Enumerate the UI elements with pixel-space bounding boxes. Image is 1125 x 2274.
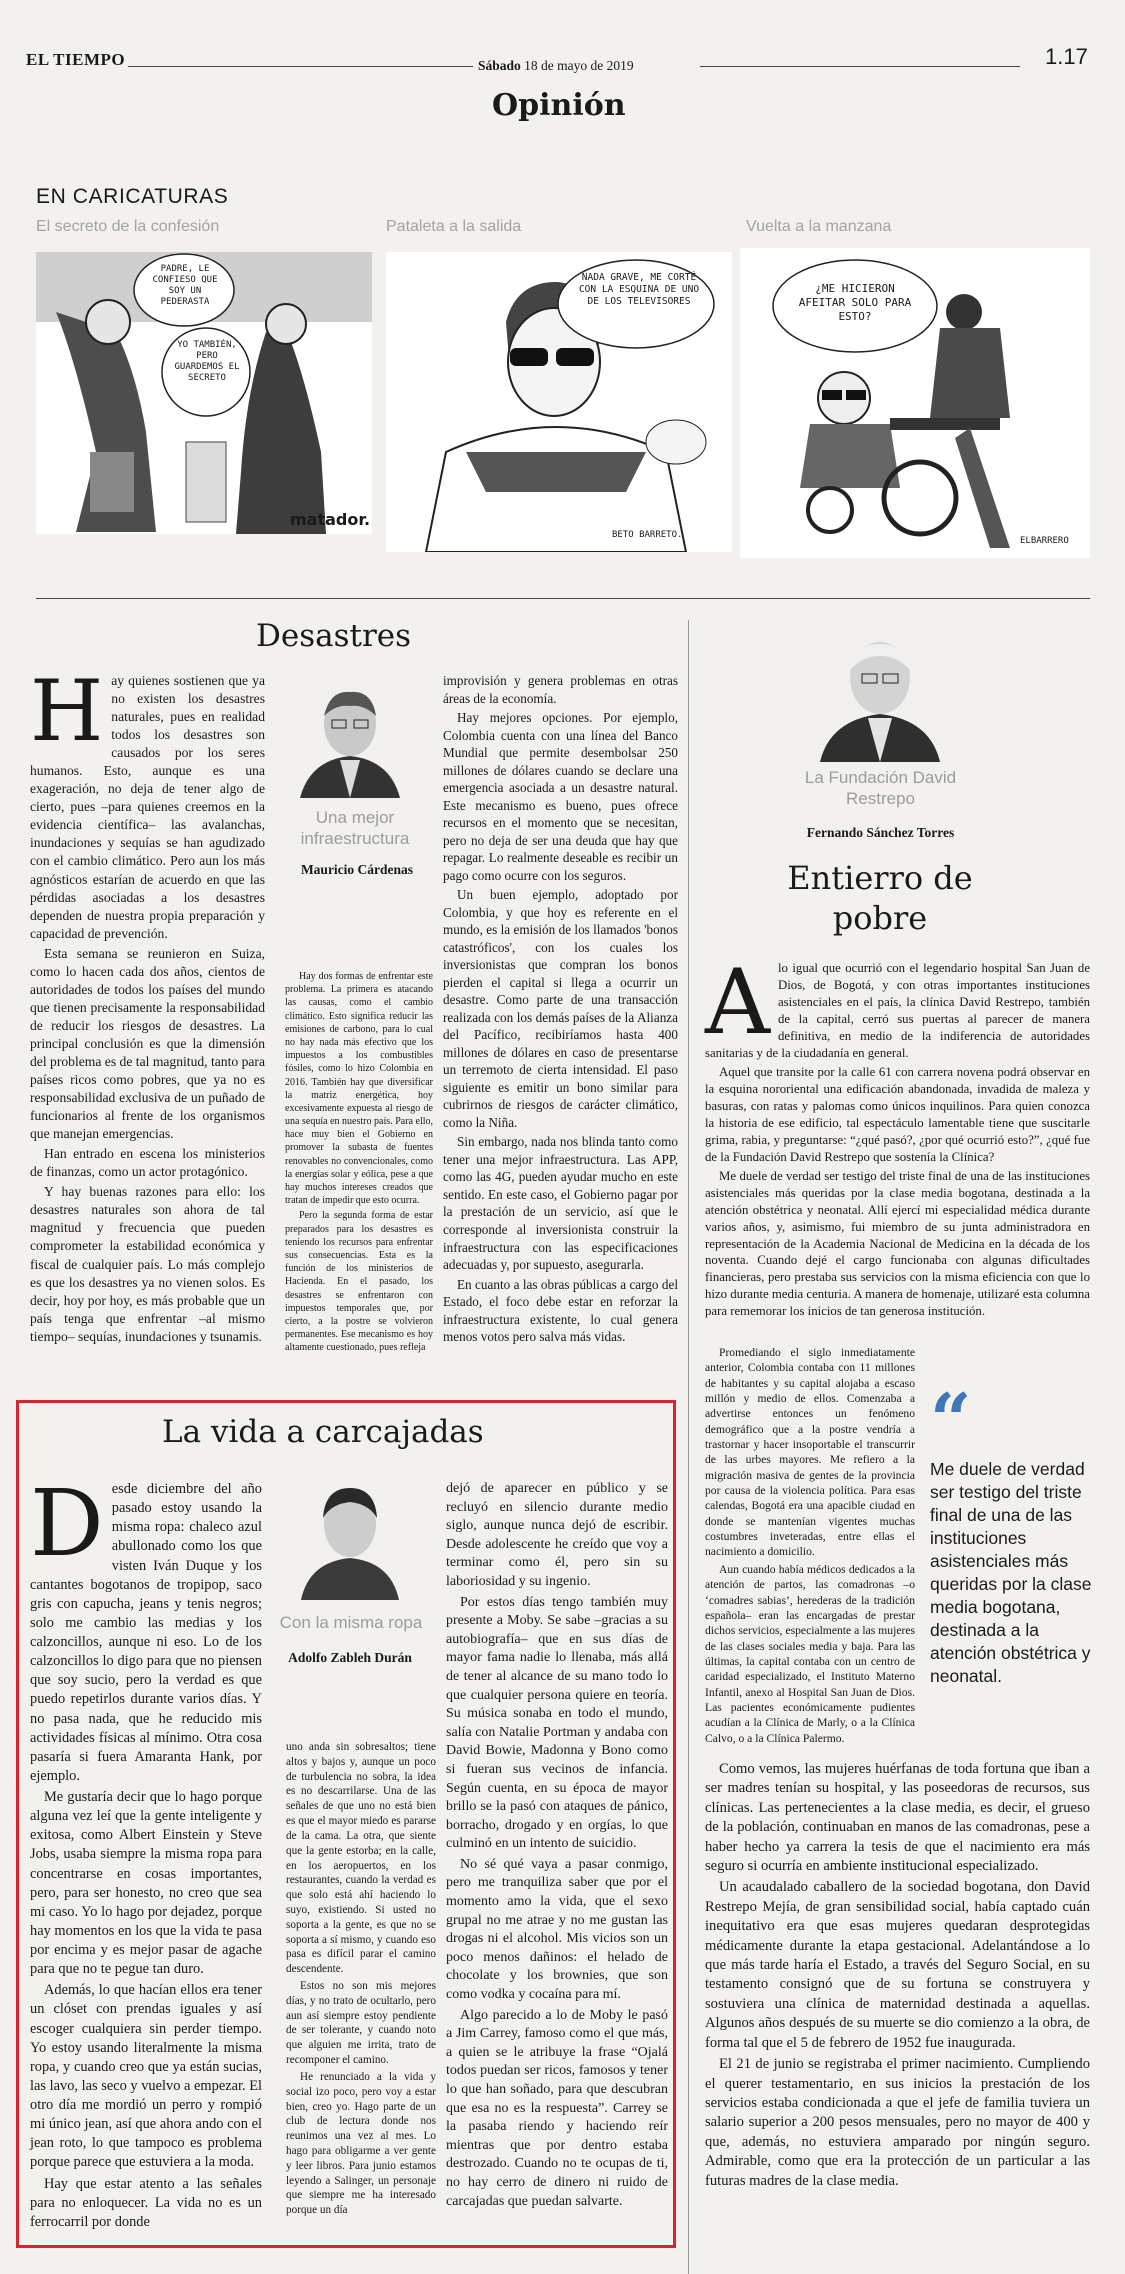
entierro-paragraph: lo igual que ocurrió con el legendario hospital San Juan de Dios, de Bogotá, y con otras importantes instituciones asistenciales en el país, la clínica David Restrepo, también de la capital, cerró sus puertas al parecer de manera definitiva, en medio de la indiferencia de autoridades sanitarias y de la ciudadanía en general. [705, 961, 1090, 1060]
carcajadas-paragraph: Por estos días tengo también muy presente a Moby. Se sabe –gracias a su autobiografía– que en sus días de mayor fama nadie lo llenaba, más allá de tener al alcance de su mano todo lo que cualquier persona quiere en teoría. Su música sonaba en todo el mundo, salía con Natalie Portman y andaba con David Bowie, Madonna y Bono como si fueran sus vecinos de infancia. Según cuenta, en su época de mayor brillo se la pasó con ataques de pánico, borracho, drogado y en orgías, lo que culminó en un intento de suicidio. [446, 1594, 668, 1852]
carcajadas-paragraph: Me gustaría decir que lo hago porque alguna vez leí que la gente inteligente y exitosa, como Albert Einstein y Steve Jobs, usaba siempre la misma ropa para concentrarse en cosas importantes, pero, para ser honesto, no creo que sea mi caso. Yo lo hago por dejadez, porque hay momentos en los que la vida te pasa por encima y es mejor pasar de agache para que no te pegue tan duro. [30, 1789, 262, 1978]
cartoon-1 [36, 252, 372, 534]
pullquote [930, 1377, 1095, 1688]
entierro-paragraph: Un acaudalado caballero de la sociedad bogotana, don David Restrepo Mejía, de gran sensibilidad social, había captado cuán inequitativo era que esas mujeres quedaran desprotegidas médicamente durante la etapa gestacional. Adelantándose a lo que más tarde haría el Estado, a través del Seguro Social, en su testamento consignó que de su fortuna se construyera y sostuviera una clínica de maternidad destinada a aquellas. Algunos años después de su muerte se dio comienzo a la obra, de forma tal que el 5 de febrero de 1952 fue inaugurada. [705, 1879, 1090, 2051]
carcajadas-col-2 [286, 1740, 436, 2220]
cartoon-2-subtitle: Pataleta a la salida [386, 218, 522, 235]
cartoon-3-bubble-1: ¿ME HICIERON AFEITAR SOLO PARA ESTO? [798, 282, 912, 323]
cartoon-3-signature: ELBARRERO [1020, 536, 1069, 546]
desastres-col-3 [443, 672, 678, 1348]
carcajadas-paragraph: He renunciado a la vida y social izo poco, pero voy a estar bien, creo yo. Hago parte de un club de lectura donde nos reunimos una vez al mes. Lo hago para obligarme a ver gente y leer libros. Para junio estamos leyendo a Salinger, un personaje que siempre me ha interesado porque un día [286, 2070, 436, 2217]
quote-icon: “ [930, 1377, 972, 1462]
entierro-paragraph: Como vemos, las mujeres huérfanas de toda fortuna que iban a ser madres tenían su hospital, y las poseedoras de recursos, sus clínicas. Las pertenecientes a la clase media, es decir, el grueso de la población, continuaban en manos de las comadronas, pese a haber hecho ya carrera la tesis de que el nacimiento era más seguro si ocurría en ambiente institucional especializado. [705, 1761, 1090, 1875]
cartoons-title: EN CARICATURAS [36, 185, 229, 208]
carcajadas-paragraph: Estos no son mis mejores días, y no trato de ocultarlo, pero aun así siempre estoy pendiente de ser tolerante, y cuando noto que alguien me irrita, trato de recomponer el camino. [286, 1980, 436, 2067]
cartoon-1-signature: matador. [290, 510, 371, 529]
cartoon-2-bubble-1: NADA GRAVE, ME CORTÉ CON LA ESQUINA DE UNO DE LOS TELEVISORES [578, 272, 700, 307]
desastres-paragraph: Sin embargo, nada nos blinda tanto como tener una mejor infraestructura. Las APP, como las 4G, pueden ayudar mucho en este sentido. En este caso, el Gobierno pagar por la prestación de un servicio, así que le corresponde al inversionista construir la infraestructura con las especificaciones adecuadas y, por supuesto, asegurarla. [443, 1134, 678, 1273]
header-rule-right [700, 66, 1020, 67]
cartoon-1-bubble-1: PADRE, LE CONFIESO QUE SOY UN PEDERASTA [152, 264, 218, 307]
desastres-paragraph: Pero la segunda forma de estar preparados para los desastres es teniendo los recursos para enfrentar sus consecuencias. Esta es la función de los ministerios de Hacienda. En el pasado, los desastres se enfrentaron con impuestos temporales que, por cierto, a la postre se volvieron permanentes. Ese mecanismo es hoy altamente cuestionado, pues refleja [285, 1210, 433, 1354]
desastres-kicker: Una mejor infraestructura [300, 808, 410, 848]
cartoon-2 [386, 252, 732, 552]
entierro-paragraph: Promediando el siglo inmediatamente anterior, Colombia contaba con 11 millones de habitantes y su capital alojaba a escaso millón y medio de ellos. Comenzaba a advertirse entonces un fenómeno demográfico que a la postre vendría a trastornar y hacer insoportable el transcurrir de las urbes mayores. Me refiero a la migración masiva de gentes de la provincia por causa de la violencia política. Para esas calendas, Bogotá era una apacible ciudad en donde se mantenían vigentes muchas costumbres inveteradas, entre ellas el nacimiento a domicilio. [705, 1346, 915, 1559]
desastres-paragraph: improvisión y genera problemas en otras áreas de la economía. [443, 673, 678, 706]
entierro-paragraph: Aun cuando había médicos dedicados a la atención de partos, las comadronas –o ‘comadres sabias’, herederas de la tradición española– eran las encargadas de prestar dichos servicios, especialmente a las mujeres de las clases sociales media y baja. Para las últimas, la capital contaba con un centro de caridad especializado, el Instituto Materno Infantil, anexo al Hospital San Juan de Dios. Las pacientes económicamente pudientes acudían a la Clínica de Marly, o a la Clínica Calvo, o a la Clínica Palermo. [705, 1562, 915, 1745]
carcajadas-paragraph: uno anda sin sobresaltos; tiene altos y bajos y, aunque un poco de turbulencia no sobra, la idea es no descarrilarse. Una de las señales de que uno no está bien es que el mayor miedo es pararse de la cama. La otra, que siente que la gente estorba; en la calle, en los aeropuertos, en los restaurantes, cuando la verdad es que solo está ahí haciendo lo suyo, existiendo. Si usted no soporta a la gente, es que no se soporta a sí mismo, y cuando eso pasa es difícil parar el camino descendente. [286, 1741, 436, 1976]
cartoon-1-subtitle: El secreto de la confesión [36, 218, 220, 235]
desastres-paragraph: En cuanto a las obras públicas a cargo del Estado, el foco debe estar en reforzar la infraestructura existente, lo cual genera menos votos pero salva más vidas. [443, 1276, 678, 1345]
desastres-col-2 [285, 970, 433, 1356]
masthead: EL TIEMPO [26, 50, 126, 69]
entierro-headline: Entierro de pobre [787, 859, 973, 937]
sanchez-portrait [810, 630, 950, 762]
desastres-paragraph: Y hay buenas razones para ello: los desastres naturales son ahora de tal magnitud y frecuencia que pueden comprometer la estabilidad económica y fiscal de cualquier país. Lo más complejo es que los desastres ya no vienen solos. Es decir, hoy por hoy, es más probable que un país tenga que enfrentar –al mismo tiempo– sequías, inundaciones y tsunamis. [30, 1184, 265, 1344]
cardenas-portrait [290, 680, 410, 798]
cartoons-divider [36, 598, 1090, 599]
carcajadas-headline: La vida a carcajadas [162, 1414, 484, 1450]
entierro-text-bottom [705, 1760, 1090, 2193]
carcajadas-paragraph: esde diciembre del año pasado estoy usando la misma ropa: chaleco azul abullonado como los que visten Iván Duque y los cantantes bogotanos de tropipop, saco gris con capucha, jeans y tenis negros; solo me cambio las medias y los calzoncillos, aunque ni eso. Lo de los calzoncillos lo digo para que no piensen que soy sucio, pero la verdad es que puedo repetirlos durante varios días. Y no pasa nada, que he reducido mis actividades físicas al mínimo. Otra cosa pasaría si fuera Amaranta Hank, por ejemplo. [30, 1481, 262, 1784]
carcajadas-kicker: Con la misma ropa [279, 1613, 423, 1632]
cartoon-1-bubble-2: YO TAMBIÉN, PERO GUARDEMOS EL SECRETO [174, 340, 240, 383]
date-day: Sábado [478, 58, 521, 73]
cartoon-3-subtitle: Vuelta a la manzana [746, 218, 892, 235]
carcajadas-col-3 [446, 1480, 668, 2213]
desastres-paragraph: Un buen ejemplo, adoptado por Colombia, y que hoy es referente en el mundo, es la emisión de los llamados 'bonos catastróficos', con los cuales los inversionistas que compran los bonos pierden el capital si llega a ocurrir un desastre. Como parte de una transacción realizada con los demás países de la Alianza del Pacífico, recibiríamos hasta 400 millones de dólares en caso de presentarse un terremoto de cierta intensidad. El paso siguiente es emitir un bono similar para cubrirnos de riesgos de carácter climático, como la Niña. [443, 887, 678, 1130]
entierro-text [705, 950, 1090, 1322]
desastres-paragraph: Esta semana se reunieron en Suiza, como lo hacen cada dos años, cientos de autoridades de todos los países del mundo que tienen precisamente la responsabilidad de reducir los riesgos de desastres. La principal conclusión es que la dimensión del problema es de tal magnitud, tanto para países ricos como pobres, que ya no es responsabilidad exclusiva de un puñado de funcionarios al frente de los organismos que manejan emergencias. [30, 945, 265, 1142]
pullquote-text: Me duele de verdad ser testigo del triste final de una de las instituciones asistenciales más queridas por la clase media bogotana, destinada a la atención obstétrica y neonatal. [930, 1459, 1092, 1686]
entierro-author: Fernando Sánchez Torres [806, 825, 955, 840]
column-divider [688, 620, 689, 2274]
carcajadas-paragraph: Algo parecido a lo de Moby le pasó a Jim Carrey, famoso como el que más, a quien se le atribuye la frase “Ojalá todos puedan ser ricos, famosos y tener lo que han soñado, para que descubran que esa no es la respuesta”. Carrey se la pasaba riendo y haciendo reír mientras que por dentro estaba destrozado. Cuando no te ocupas de ti, no hay cerro de dinero ni ruido de carcajadas que puedan salvarte. [446, 2007, 668, 2209]
entierro-kicker: La Fundación David Restrepo [804, 768, 957, 808]
entierro-paragraph: El 21 de junio se registraba el primer nacimiento. Cumpliendo el querer testamentario, en sus inicios la prestación de los servicios estaba condicionada a que el jefe de familia tuviera un salario superior a 200 pesos mensuales, pero no mayor de 400 y que, además, no estuviera amparado por ningún seguro. Admirable, como que era la protección de un particular a las futuras madres de la clase media. [705, 2056, 1090, 2189]
entierro-paragraph: Aquel que transite por la calle 61 con carrera novena podrá observar en la esquina nororiental una edificación abandonada, invadida de maleza y basuras, con ratas y palomas como únicos inquilinos. Para quien conozca la historia de ese edificio, tal espectáculo lamentable tiene que suscitarle grima, rabia, y preguntarse: “¿qué pasó?, ¿por qué ocurrió esto?”, ¿qué fue de la Fundación David Restrepo que sostenía la Clínica? [705, 1064, 1090, 1164]
entierro-text-narrow [705, 1345, 915, 1748]
desastres-paragraph: ay quienes sostienen que ya no existen los desastres naturales, pues en realidad todos los desastres son causados por los seres humanos. Esto, aunque es una exageración, no deja de tener algo de cierto, pues –para quienes creemos en la evidencia científica– las avalanchas, inundaciones y sequías se han agudizado con el cambio climático. Pero aun los más agnósticos estarían de acuerdo en que las pérdidas asociadas a los desastres dependen de nuestra propia preparación y capacidad de prevención. [30, 673, 265, 941]
date-text: 18 de mayo de 2019 [524, 58, 634, 73]
header-rule-left [128, 66, 473, 67]
desastres-dropcap: H [30, 662, 104, 760]
carcajadas-paragraph: No sé qué vaya a pasar conmigo, pero me tranquiliza saber que por el momento amo la vida, que el sexo grupal no me atrae y no me gustan las drogas ni el alcohol. Mis vicios son un poco menos dañinos: el helado de chocolate y los brownies, que son como vodka y cocaína para mí. [446, 1856, 668, 2003]
desastres-paragraph: Han entrado en escena los ministerios de finanzas, como un actor protagónico. [30, 1146, 265, 1180]
desastres-author: Mauricio Cárdenas [300, 862, 414, 877]
section-title: Opinión [492, 88, 626, 123]
carcajadas-paragraph: Hay que estar atento a las señales para no enloquecer. La vida no es un ferrocarril por donde [30, 2175, 262, 2230]
carcajadas-author: Adolfo Zableh Durán [288, 1650, 412, 1665]
desastres-headline: Desastres [256, 618, 412, 654]
desastres-paragraph: Hay dos formas de enfrentar este problema. La primera es atacando las causas, como el cambio climático. Esto significa reducir las emisiones de carbono, para lo cual no hay nada más efectivo que los impuestos a los combustibles fósiles, como lo hizo Colombia en 2016. También hay que diversificar la matriz energética, hoy excesivamente expuesta al riesgo de una sequía en nuestro país. Para ello, hace muy bien el Gobierno en promover la subasta de fuentes renovables no convencionales, como la energías solar y eólica, pese a que hay muchos intereses creados que tratan de impedir que esto ocurra. [285, 971, 433, 1207]
dateline [478, 58, 634, 74]
carcajadas-paragraph: dejó de aparecer en público y se recluyó en silencio durante medio siglo, aunque nunca dejó de escribir. Desde adolescente he creído que voy a terminar como él, pero sin su laboriosidad y su ingenio. [446, 1481, 668, 1589]
carcajadas-col-1 [30, 1470, 262, 2234]
desastres-paragraph: Hay mejores opciones. Por ejemplo, Colombia cuenta con una línea del Banco Mundial que permite desembolsar 250 millones de dólares cuando se declare una emergencia asociada a un desastre natural. Este mecanismo es bueno, pues ofrece recursos en el momento que se necesitan, pero no deja de ser una deuda que hay que repagar. Lo realmente deseable es recibir un pago como ocurre con los seguros. [443, 710, 678, 883]
zableh-portrait [295, 1478, 405, 1600]
entierro-paragraph: Me duele de verdad ser testigo del triste final de una de las instituciones asistenciales más queridas por la clase media bogotana, destinada a la atención obstétrica y neonatal. Allí ejercí mi especialidad médica durante varios años, y, asimismo, fui miembro de su junta administradora en representación de la Academia Nacional de Medicina en la década de los noventa. Cuando dejé el cargo funcionaba con algunas dificultades financieras, pero prestaba sus servicios con la misma eficiencia con que lo hizo durante media centuria. A manera de homenaje, utilizaré esta columna para rememorar los inicios de tan generosa institución. [705, 1168, 1090, 1319]
cartoon-2-signature: BETO BARRETO. [612, 530, 683, 540]
carcajadas-paragraph: Además, lo que hacían ellos era tener un clóset con prendas iguales y así escoger cualquiera sin perder tiempo. Yo estoy usando literalmente la misma ropa, y cuando creo que ya están sucias, las lavo, las seco y vuelvo a empezar. El otro día me mordió un perro y rompió mi único jean, así que ahora ando con el jean roto, lo que tampoco es problema porque parece que estuviera a la moda. [30, 1982, 262, 2171]
cartoon-3 [740, 248, 1090, 558]
desastres-col-1 [30, 662, 265, 1348]
entierro-dropcap: A [705, 950, 770, 1055]
page-number: 1.17 [1045, 44, 1088, 69]
carcajadas-dropcap: D [30, 1470, 104, 1577]
